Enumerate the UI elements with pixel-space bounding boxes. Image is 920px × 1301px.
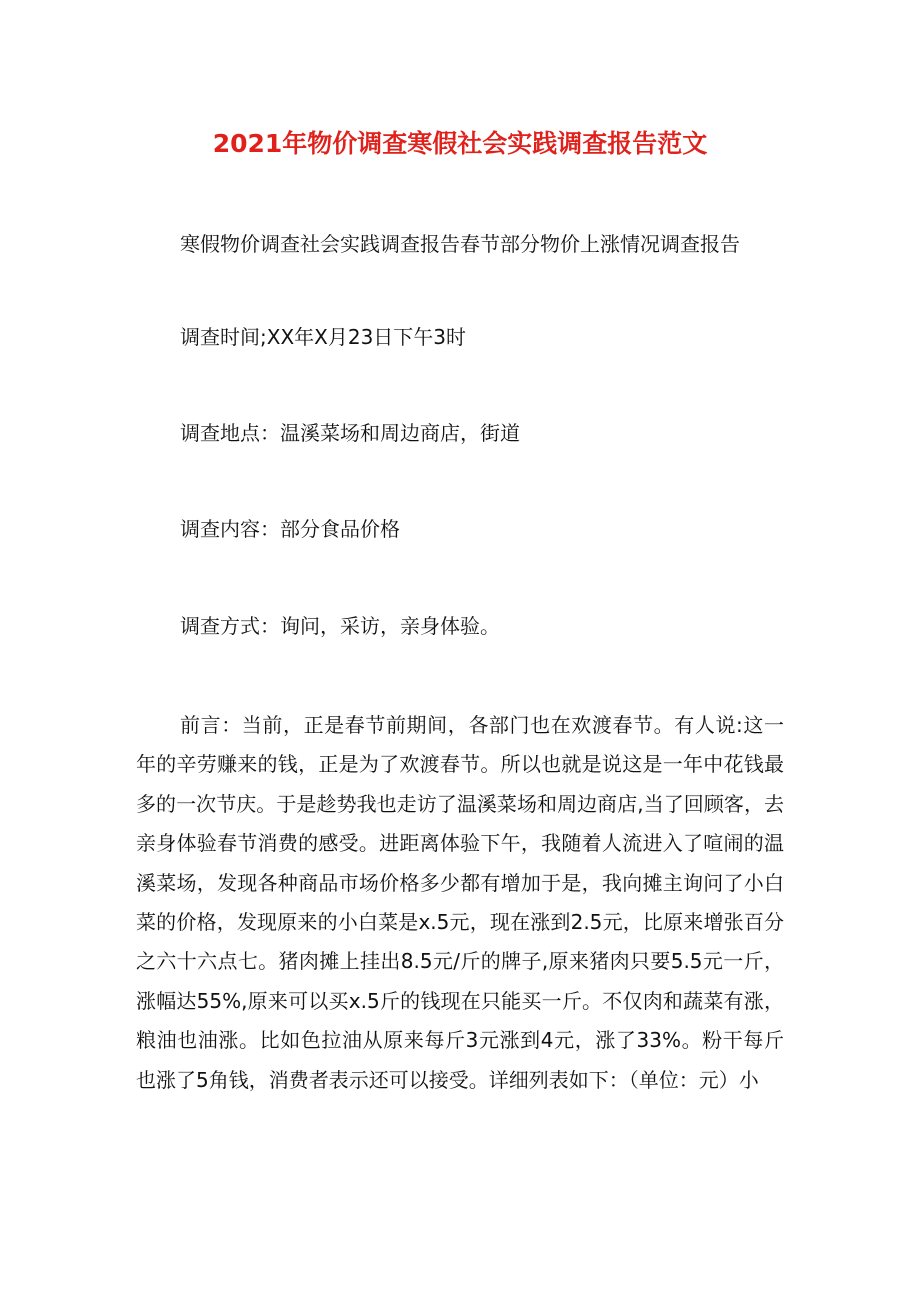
report-subtitle: 寒假物价调查社会实践调查报告春节部分物价上涨情况调查报告 <box>180 232 740 256</box>
survey-place: 调查地点：温溪菜场和周边商店，街道 <box>180 421 520 445</box>
survey-method: 调查方式：询问，采访，亲身体验。 <box>180 614 500 638</box>
survey-content: 调查内容：部分食品价格 <box>180 517 400 541</box>
document-title: 2021年物价调查寒假社会实践调查报告范文 <box>212 129 708 158</box>
survey-time: 调查时间;XX年X月23日下午3时 <box>180 325 467 349</box>
preface-paragraph: 前言：当前，正是春节前期间，各部门也在欢渡春节。有人说:这一年的辛劳赚来的钱，正是为了欢渡春节。所以也就是说这是一年中花钱最多的一次节庆。于是趁势我也走访了温溪菜场和周边商店,当了回顾客，去亲身体验春节消费的感受。进距离体验下午，我随着人流进入了喧闹的温溪菜场，发现各种商品市场价格多少都有增加于是，我向摊主询问了小白菜的价格，发现原来的小白菜是x.5元，现在涨到2.5元，比原来增张百分之六十六点七。猪肉摊上挂出8.5元/斤的牌子,原来猪肉只要5.5元一斤，涨幅达55%,原来可以买x.5斤的钱现在只能买一斤。不仅肉和蔬菜有涨，粮油也油涨。比如色拉油从原来每斤3元涨到4元，涨了33%。粉干每斤也涨了5角钱，消费者表示还可以接受。详细列表如下：（单位：元）小 <box>136 713 784 1092</box>
